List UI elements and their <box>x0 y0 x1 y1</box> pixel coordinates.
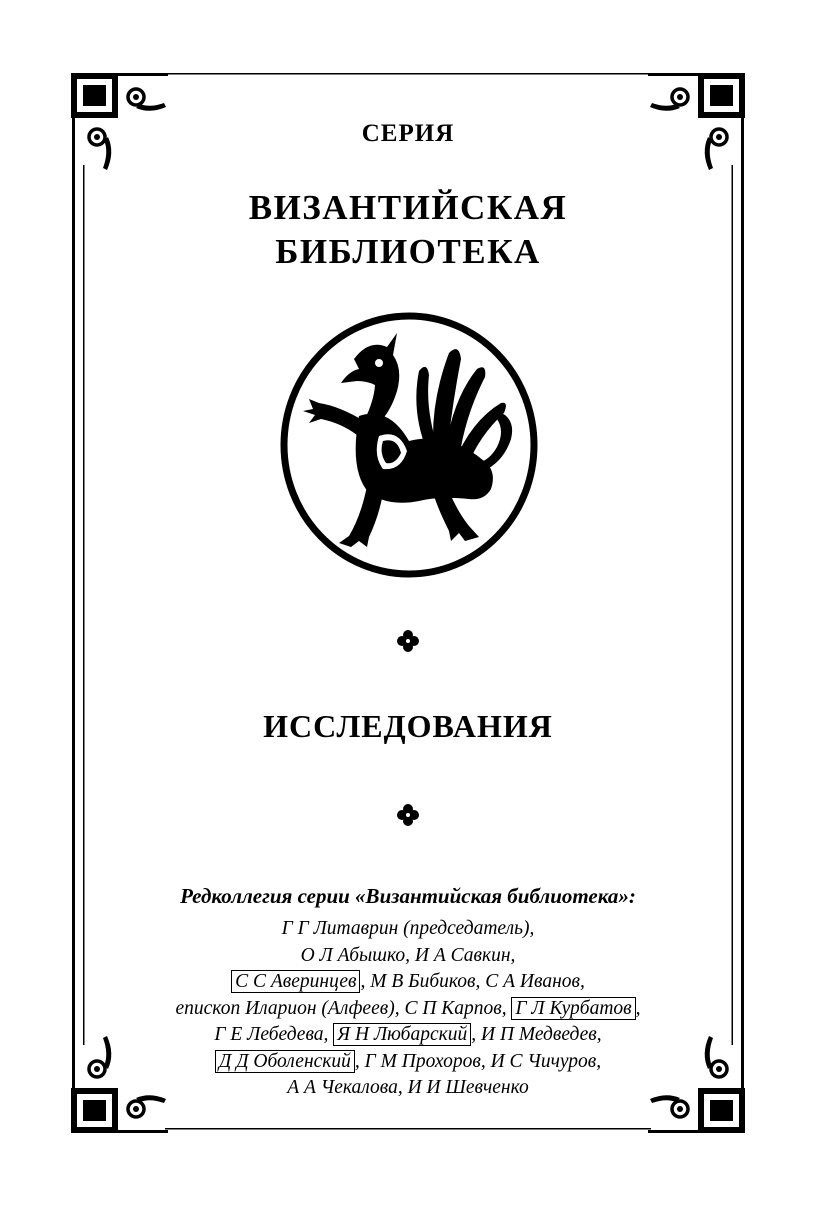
deceased-member-name: С С Аверинцев <box>231 970 360 993</box>
series-title-line1: ВИЗАНТИЙСКАЯ <box>248 188 568 227</box>
members-text: , М В Бибиков, С А Иванов, <box>360 971 585 992</box>
members-line <box>108 1049 708 1076</box>
editorial-board-members <box>108 916 708 1102</box>
griffin-emblem-icon <box>279 311 539 579</box>
members-line <box>108 996 708 1023</box>
series-label: СЕРИЯ <box>361 120 455 147</box>
members-line: А А Чекалова, И И Шевченко <box>287 1077 529 1098</box>
members-line <box>108 1022 708 1049</box>
members-text: , И П Медведев, <box>471 1024 602 1045</box>
members-text: епископ Иларион (Алфеев), С П Карпов, <box>175 997 512 1019</box>
members-line: Г Г Литаврин (председатель), <box>281 918 535 939</box>
members-text: , <box>635 997 641 1019</box>
deceased-member-name: Д Д Оболенский <box>215 1050 355 1073</box>
members-text: , Г М Прохоров, И С Чичуров, <box>354 1050 602 1072</box>
section-title: ИССЛЕДОВАНИЯ <box>263 708 553 744</box>
series-title-line2: БИБЛИОТЕКА <box>275 232 541 271</box>
flower-ornament-icon <box>397 630 419 652</box>
members-line: О Л Абышко, И А Савкин, <box>300 944 516 966</box>
flower-ornament-icon <box>397 804 419 826</box>
members-line <box>108 969 708 996</box>
deceased-member-name: Я Н Любарский <box>333 1023 471 1046</box>
deceased-member-name: Г Л Курбатов <box>511 997 635 1020</box>
series-title <box>0 186 816 274</box>
members-text: Г Е Лебедева, <box>214 1024 334 1045</box>
editorial-board-heading: Редколлегия серии «Византийская библиотека»: <box>180 884 636 908</box>
